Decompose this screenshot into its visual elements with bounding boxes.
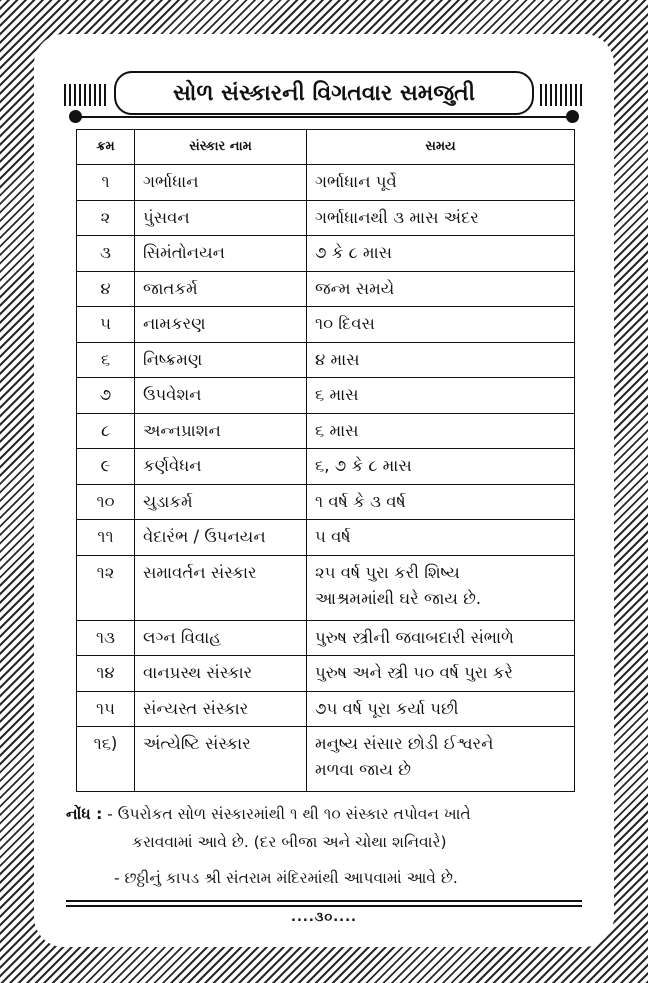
- row-time-line: જન્મ સમયે: [315, 278, 395, 298]
- header-number: ક્રમ: [77, 130, 135, 165]
- table-row: [77, 271, 575, 307]
- row-time-line: ૧ વર્ષ કે ૩ વર્ષ: [315, 491, 406, 511]
- row-name: અંત્યેષ્ટિ સંસ્કાર: [135, 727, 307, 792]
- header-time: સમય: [307, 130, 575, 165]
- row-time-line: પુરુષ સ્ત્રીની જવાબદારી સંભાળે: [315, 627, 514, 647]
- row-name: નિષ્ક્રમણ: [135, 342, 307, 378]
- row-name: કર્ણવેધન: [135, 449, 307, 485]
- row-time: [307, 484, 575, 520]
- page-title: [114, 71, 534, 115]
- row-name: અન્નપ્રાશન: [135, 413, 307, 449]
- row-time: [307, 727, 575, 792]
- table-row: [77, 413, 575, 449]
- table-row: [77, 691, 575, 727]
- table-row: [77, 449, 575, 485]
- row-time: [307, 342, 575, 378]
- row-time-line: ગર્ભાધાનથી ૩ માસ અંદર: [315, 207, 479, 227]
- row-name: સમાવર્તન સંસ્કાર: [135, 555, 307, 620]
- row-time-line: ૭ કે ૮ માસ: [315, 243, 392, 263]
- row-time-line: ગર્ભાધાન પૂર્વે: [315, 172, 397, 192]
- note-line-3: - છઠ્ઠીનું કાપડ શ્રી સંતરામ મંદિરમાંથી આપવામાં આવે છે.: [114, 869, 458, 887]
- row-number: ૬: [77, 342, 135, 378]
- table-row: [77, 378, 575, 414]
- footer-rule-top: [66, 900, 582, 902]
- row-number: ૧૧: [77, 520, 135, 556]
- row-number: ૧૪: [77, 656, 135, 692]
- row-time: [307, 413, 575, 449]
- table-row: [77, 620, 575, 656]
- row-number: ૨: [77, 200, 135, 236]
- row-time: [307, 236, 575, 272]
- rule-dot-left: [69, 110, 82, 123]
- table-row: [77, 555, 575, 620]
- row-number: ૭: [77, 378, 135, 414]
- row-time-line: મળવા જાય છે: [315, 760, 411, 779]
- row-time-line: આશ્રમમાંથી ઘરે જાય છે.: [315, 588, 482, 608]
- note-line-1: [66, 803, 471, 825]
- row-time-line: ૭૫ વર્ષ પૂરા કર્યા પછી: [315, 698, 459, 718]
- row-time-line: મનુષ્ય સંસાર છોડી ઈશ્વરને: [315, 734, 494, 753]
- title-rule: [76, 116, 574, 118]
- row-time-line: પુરુષ અને સ્ત્રી ૫૦ વર્ષ પુરા કરે: [315, 663, 513, 683]
- row-time: [307, 271, 575, 307]
- row-number: ૧૬): [77, 727, 135, 792]
- row-name: સિમંતોનયન: [135, 236, 307, 272]
- row-time: [307, 165, 575, 201]
- row-time: [307, 656, 575, 692]
- row-time-line: ૪ માસ: [315, 349, 360, 369]
- table-row: [77, 200, 575, 236]
- row-number: ૫: [77, 307, 135, 343]
- samskar-table: [76, 129, 575, 792]
- row-name: પુંસવન: [135, 200, 307, 236]
- table-header-row: [77, 130, 575, 165]
- row-time-line: ૧૦ દિવસ: [315, 314, 375, 334]
- row-time: [307, 378, 575, 414]
- row-time: [307, 691, 575, 727]
- table-row: [77, 656, 575, 692]
- row-number: ૩: [77, 236, 135, 272]
- page-title-text: સોળ સંસ્કારની વિગતવાર સમજુતી: [173, 80, 475, 106]
- table-row: [77, 236, 575, 272]
- rule-dot-right: [566, 110, 579, 123]
- row-number: ૧૫: [77, 691, 135, 727]
- footer-rule-bottom: [66, 905, 582, 907]
- row-name: ચુડાકર્મ: [135, 484, 307, 520]
- note-label: નોંધ :: [66, 805, 103, 823]
- row-name: લગ્ન વિવાહ: [135, 620, 307, 656]
- row-time: [307, 620, 575, 656]
- row-time-line: ૬ માસ: [315, 385, 359, 405]
- row-time-line: ૨૫ વર્ષ પુરા કરી શિષ્ય: [315, 562, 460, 582]
- row-name: વેદારંભ / ઉપનયન: [135, 520, 307, 556]
- row-name: સંન્યસ્ત સંસ્કાર: [135, 691, 307, 727]
- row-name: નામકરણ: [135, 307, 307, 343]
- row-number: ૯: [77, 449, 135, 485]
- table-row: [77, 727, 575, 792]
- row-time-line: ૫ વર્ષ: [315, 527, 351, 547]
- row-name: જાતકર્મ: [135, 271, 307, 307]
- row-number: ૧૨: [77, 555, 135, 620]
- row-number: ૧૦: [77, 484, 135, 520]
- table-row: [77, 484, 575, 520]
- table-row: [77, 520, 575, 556]
- row-name: ગર્ભાધાન: [135, 165, 307, 201]
- row-time-line: ૬ માસ: [315, 420, 359, 440]
- header-name: સંસ્કાર નામ: [135, 130, 307, 165]
- title-bars-right: [540, 84, 584, 106]
- row-time: [307, 449, 575, 485]
- row-number: ૪: [77, 271, 135, 307]
- table-row: [77, 165, 575, 201]
- title-bars-left: [64, 84, 108, 106]
- row-name: ઉપવેશન: [135, 378, 307, 414]
- row-time: [307, 555, 575, 620]
- page-number: ....૩૦....: [291, 910, 357, 925]
- row-time: [307, 200, 575, 236]
- row-number: ૧૩: [77, 620, 135, 656]
- note-text-1: - ઉપરોકત સોળ સંસ્કારમાંથી ૧ થી ૧૦ સંસ્કાર તપોવન ખાતે: [107, 805, 471, 823]
- row-time: [307, 307, 575, 343]
- row-number: ૧: [77, 165, 135, 201]
- table-row: [77, 342, 575, 378]
- table-row: [77, 307, 575, 343]
- row-name: વાનપ્રસ્થ સંસ્કાર: [135, 656, 307, 692]
- row-number: ૮: [77, 413, 135, 449]
- row-time-line: ૬, ૭ કે ૮ માસ: [315, 456, 412, 476]
- row-time: [307, 520, 575, 556]
- note-line-2: કરાવવામાં આવે છે. (દર બીજા અને ચોથા શનિવારે): [132, 833, 447, 851]
